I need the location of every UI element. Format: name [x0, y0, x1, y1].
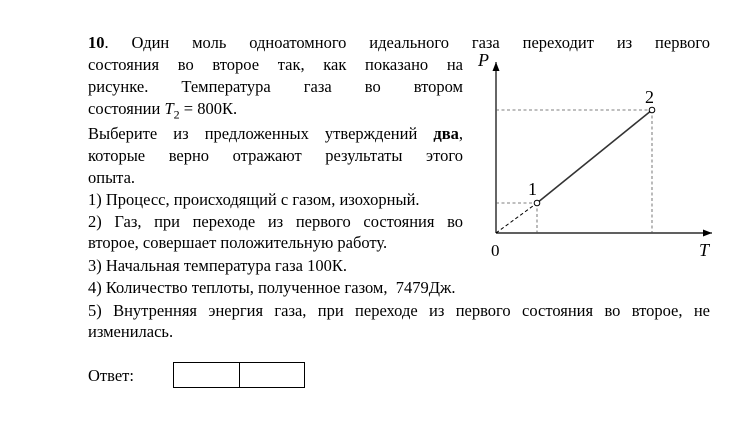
select-instruction-line-1: Выберите из предложенных утверждений два,	[88, 124, 463, 143]
statement-2-line-2: второе, совершает положительную работу.	[88, 233, 388, 252]
p-axis-label: P	[478, 50, 489, 70]
t2-symbol: T	[164, 99, 174, 118]
extrapolation-to-origin	[496, 203, 537, 233]
select-instruction-line-3: опыта.	[88, 168, 136, 187]
statement-2-line-1: 2) Газ, при переходе из первого состояния во	[88, 212, 463, 231]
problem-line-4: состоянии $T_2 = 800К$.	[88, 99, 238, 122]
problem-number: 10	[88, 33, 105, 52]
t2-subscript: 2	[173, 107, 180, 122]
t-axis-label: T	[699, 240, 710, 260]
origin-label: 0	[491, 241, 500, 260]
pt-diagram	[460, 40, 720, 270]
answer-cell-2[interactable]	[239, 363, 305, 387]
problem-line-1: 10. Один моль одноатомного идеального газа переходит из первого	[88, 33, 710, 52]
statement-3: 3) Начальная температура газа 100К.	[88, 256, 348, 275]
statement-5-line-2: изменилась.	[88, 322, 174, 341]
statement-1: 1) Процесс, происходящий с газом, изохорный.	[88, 190, 420, 209]
problem-line-3: рисунке. Температура газа во втором	[88, 77, 463, 96]
state-2-label: 2	[645, 87, 654, 107]
answer-label: Ответ:	[88, 366, 134, 385]
state-1-label: 1	[528, 179, 537, 199]
t2-value: = 800К.	[179, 99, 238, 118]
statement-4: 4) Количество теплоты, полученное газом, 7479Дж.	[88, 278, 456, 297]
answer-box	[173, 362, 305, 388]
state-2-point	[649, 107, 655, 113]
problem-line-2: состояния во второе так, как показано на	[88, 55, 463, 74]
select-instruction-line-2: которые верно отражают результаты этого	[88, 146, 463, 165]
answer-cell-1[interactable]	[174, 363, 239, 387]
state-1-point	[534, 200, 540, 206]
statement-5-line-1: 5) Внутренняя энергия газа, при переходе из первого состояния во второе, не	[88, 301, 710, 320]
process-line	[537, 110, 652, 203]
